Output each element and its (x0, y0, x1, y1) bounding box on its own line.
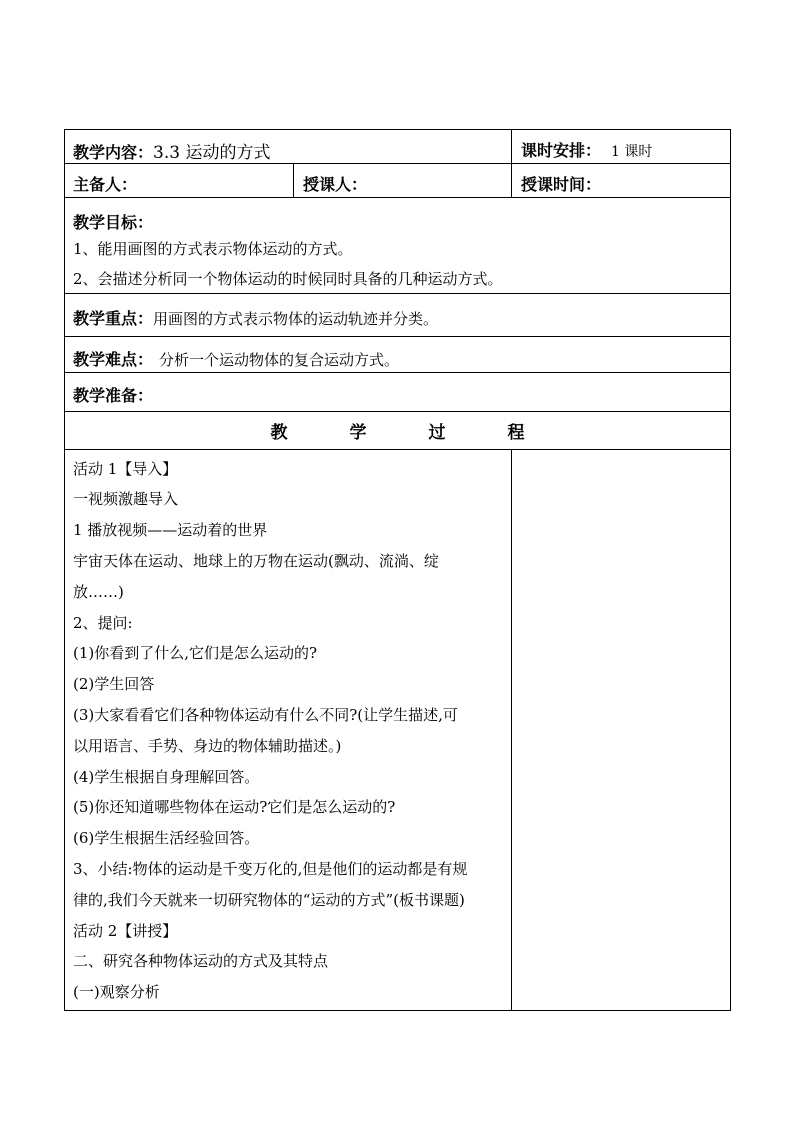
process-text-column (65, 450, 511, 1010)
process-line: 2、提问: (73, 614, 133, 632)
key-point-value: 用画图的方式表示物体的运动轨迹并分类。 (153, 310, 439, 328)
process-title-row (65, 412, 730, 450)
schedule-field (521, 138, 652, 163)
column-divider (511, 164, 512, 197)
process-notes-column (512, 450, 730, 1010)
preparation-label: 教学准备： (73, 386, 154, 405)
difficulty-field (73, 347, 399, 370)
process-line: (一)观察分析 (73, 983, 160, 1001)
header-row (65, 130, 730, 164)
lesson-plan-table (64, 129, 731, 1011)
schedule-value: 1 课时 (611, 144, 653, 160)
process-line: 活动 1【导入】 (73, 460, 178, 478)
content-value: 3.3 运动的方式 (153, 143, 271, 163)
difficulty-label: 教学难点： (73, 350, 154, 369)
content-label: 教学内容： (73, 143, 154, 162)
process-title-char: 教 (270, 423, 288, 443)
process-line: 活动 2【讲授】 (73, 922, 178, 940)
difficulty-value: 分析一个运动物体的复合运动方式。 (159, 351, 400, 369)
process-title (65, 412, 730, 449)
process-line: (5)你还知道哪些物体在运动?它们是怎么运动的? (73, 798, 396, 816)
schedule-label: 课时安排： (521, 141, 602, 160)
time-label: 授课时间： (521, 175, 602, 194)
objective-item: 1、能用画图的方式表示物体运动的方式。 (73, 240, 353, 258)
process-line: 一视频激趣导入 (73, 490, 179, 508)
process-content-row (65, 450, 730, 1010)
process-title-char: 过 (428, 423, 446, 443)
process-line: 律的,我们今天就来一切研究物体的“运动的方式”(板书课题) (73, 891, 465, 909)
column-divider (293, 164, 294, 197)
key-point-row (65, 294, 730, 337)
objective-item: 2、会描述分析同一个物体运动的时候同时具备的几种运动方式。 (73, 270, 503, 288)
process-line: 宇宙天体在运动、地球上的万物在运动(飘动、流淌、绽 (73, 552, 439, 570)
process-line: (2)学生回答 (73, 675, 155, 693)
process-line: 放……) (73, 583, 124, 601)
process-line: (1)你看到了什么,它们是怎么运动的? (73, 644, 318, 662)
process-line: (6)学生根据生活经验回答。 (73, 829, 260, 847)
process-title-char: 程 (507, 423, 525, 443)
column-divider (511, 130, 512, 163)
preparer-label: 主备人： (73, 175, 138, 194)
people-row (65, 164, 730, 198)
process-line: 1 播放视频——运动着的世界 (73, 521, 268, 539)
objectives-label: 教学目标： (73, 213, 154, 232)
process-title-char: 学 (349, 423, 367, 443)
objectives-row (65, 198, 730, 294)
process-line: 以用语言、手势、身边的物体辅助描述。) (73, 737, 342, 755)
key-point-label: 教学重点： (73, 309, 154, 328)
content-field (73, 138, 270, 163)
process-line: (3)大家看看它们各种物体运动有什么不同?(让学生描述,可 (73, 706, 458, 724)
process-line: 二、研究各种物体运动的方式及其特点 (73, 952, 329, 970)
difficulty-row (65, 337, 730, 373)
process-line: 3、小结:物体的运动是千变万化的,但是他们的运动都是有规 (73, 860, 468, 878)
teacher-label: 授课人： (303, 175, 368, 194)
process-line: (4)学生根据自身理解回答。 (73, 768, 260, 786)
preparation-row (65, 373, 730, 412)
key-point-field (73, 306, 438, 329)
